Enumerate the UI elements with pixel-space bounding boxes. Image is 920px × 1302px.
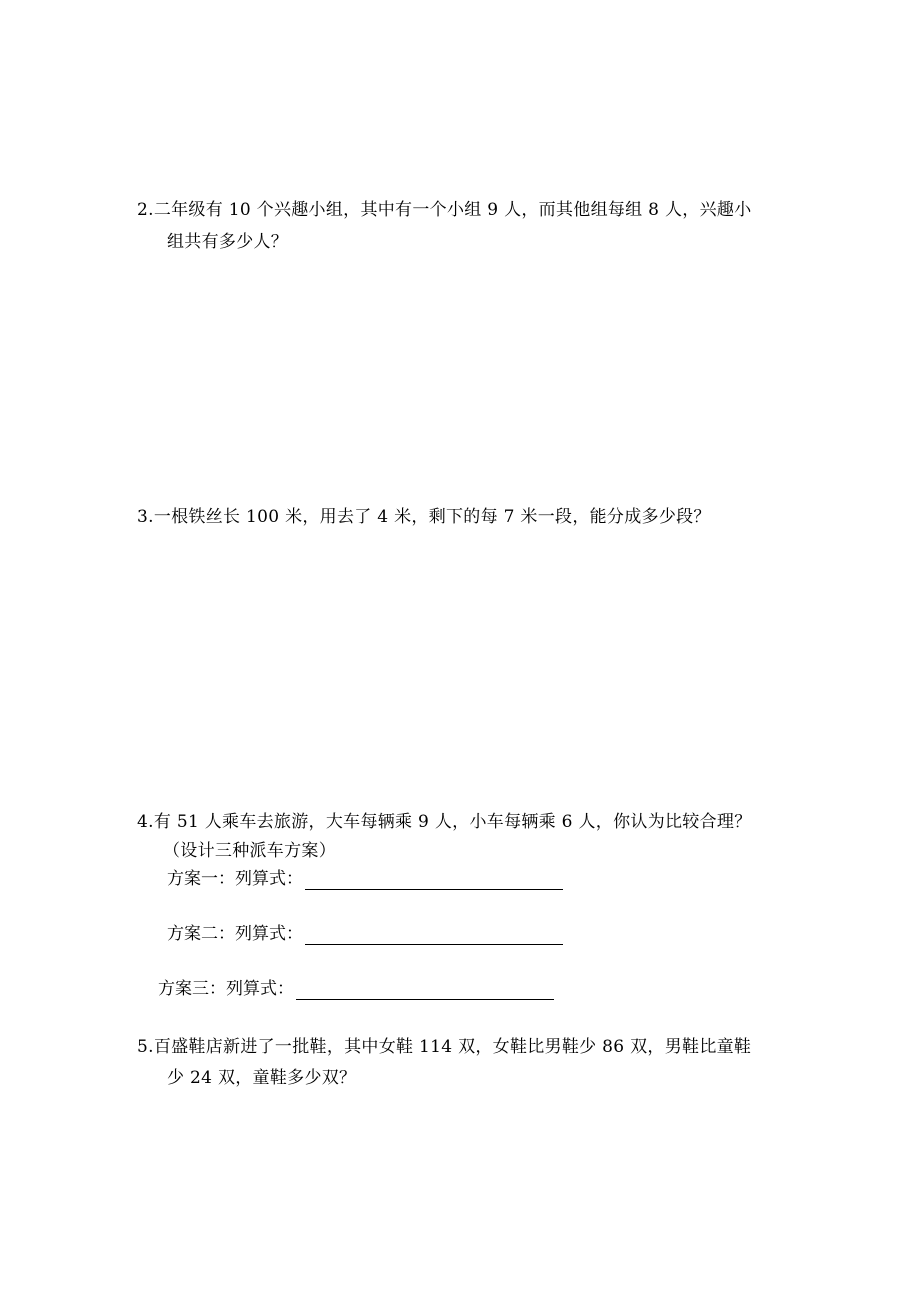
- question-4-line-2: （设计三种派车方案）: [163, 841, 336, 861]
- question-5-line-1: 5.百盛鞋店新进了一批鞋，其中女鞋 114 双，女鞋比男鞋少 86 双，男鞋比童鞋: [137, 1037, 752, 1057]
- question-5-line-2: 少 24 双，童鞋多少双？: [167, 1068, 357, 1088]
- plan-1-label: 方案一：列算式：: [167, 869, 303, 889]
- plan-3-row: [158, 978, 554, 1000]
- question-4-line-1: 4.有 51 人乘车去旅游，大车每辆乘 9 人，小车每辆乘 6 人，你认为比较合理？: [137, 812, 752, 832]
- plan-3-label: 方案三：列算式：: [158, 979, 294, 999]
- plan-1-answer-blank[interactable]: [305, 871, 563, 890]
- question-3-line-1: 3.一根铁丝长 100 米，用去了 4 米，剩下的每 7 米一段，能分成多少段？: [137, 507, 711, 527]
- question-2-line-1: 2.二年级有 10 个兴趣小组，其中有一个小组 9 人，而其他组每组 8 人，兴趣小: [137, 200, 752, 220]
- question-2-line-2: 组共有多少人？: [167, 232, 289, 252]
- plan-2-row: [167, 923, 563, 945]
- plan-2-answer-blank[interactable]: [305, 926, 563, 945]
- plan-1-row: [167, 868, 563, 890]
- plan-2-label: 方案二：列算式：: [167, 924, 303, 944]
- plan-3-answer-blank[interactable]: [296, 981, 554, 1000]
